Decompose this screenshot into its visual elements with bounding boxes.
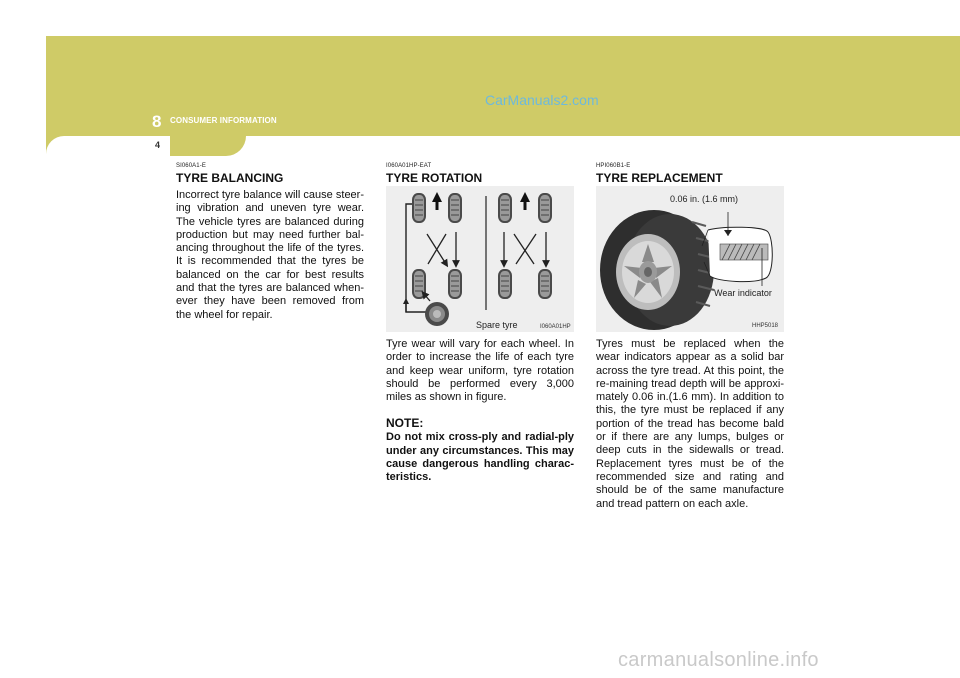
footer-watermark-link[interactable]: carmanualsonline.info <box>618 649 819 671</box>
wear-indicator-label: Wear indicator <box>714 288 772 298</box>
tread-depth-label: 0.06 in. (1.6 mm) <box>670 194 739 204</box>
section-title: TYRE BALANCING <box>176 171 284 185</box>
tyre-front-right-icon <box>448 193 462 223</box>
section-code: SI060A1-E <box>176 163 206 169</box>
tyre-rear-left-icon <box>498 269 512 299</box>
section-body: Tyre wear will vary for each wheel. In order to increase the life of each tyre and keep wear uniform, tyre rotation should be performed every 3,000 miles as shown in figure. <box>386 338 574 404</box>
tyre-rear-right-icon <box>448 269 462 299</box>
tyre-front-right-icon <box>538 193 552 223</box>
section-tyre-rotation-text <box>386 338 574 485</box>
section-title: TYRE REPLACEMENT <box>596 171 723 185</box>
spare-tyre-label: Spare tyre <box>476 320 518 330</box>
tyre-front-left-icon <box>412 193 426 223</box>
tyre-rotation-figure <box>386 186 574 332</box>
section-code: HPI060B1-E <box>596 163 631 169</box>
section-tyre-replacement <box>596 163 784 185</box>
chapter-number: 8 <box>152 112 162 131</box>
chapter-title: CONSUMER INFORMATION <box>170 116 277 125</box>
section-tyre-replacement-text <box>596 338 784 511</box>
note-body: Do not mix cross-ply and radial-ply under any circumstances. This may cause dangerous handling charac-teristics. <box>386 431 574 484</box>
section-tyre-rotation <box>386 163 574 185</box>
tyre-rear-right-icon <box>538 269 552 299</box>
section-body: Incorrect tyre balance will cause steer-ing vibration and uneven tyre wear. The vehicle tyres are balanced during production but may need further bal-ancing throughout the life of the tyres. It is recommended that the tyres be balanced on the car for best results and that the tyres are balanced when-ever they have been removed from the wheel for repair. <box>176 189 364 321</box>
page-tab-cutout <box>46 136 170 156</box>
tyre-front-left-icon <box>498 193 512 223</box>
tyre-wear-indicator-figure <box>596 186 784 332</box>
figure-code: I060A01HP <box>540 324 571 330</box>
header-watermark-link[interactable]: CarManuals2.com <box>485 92 599 108</box>
figure-code: HHP5018 <box>752 323 779 329</box>
section-tyre-balancing <box>176 163 364 322</box>
note-title: NOTE: <box>386 416 424 431</box>
tyre-rotation-diagram <box>386 186 574 332</box>
tyre-wear-diagram <box>596 186 784 332</box>
page-number: 4 <box>155 140 161 150</box>
section-body: Tyres must be replaced when the wear indicators appear as a solid bar across the tyre tread. At this point, the re-maining tread depth will be approxi-mately 0.06 in.(1.6 mm). In addition to this, the tyre must be replaced if any portion of the tread has become bald or if there are any lumps, bulges or deep cuts in the sidewalls or tread. Replacement tyres must be of the recommended size and rating and should be of the same manufacture and tread pattern on each axle. <box>596 338 784 510</box>
section-title: TYRE ROTATION <box>386 171 483 185</box>
section-code: I060A01HP-EAT <box>386 163 432 169</box>
